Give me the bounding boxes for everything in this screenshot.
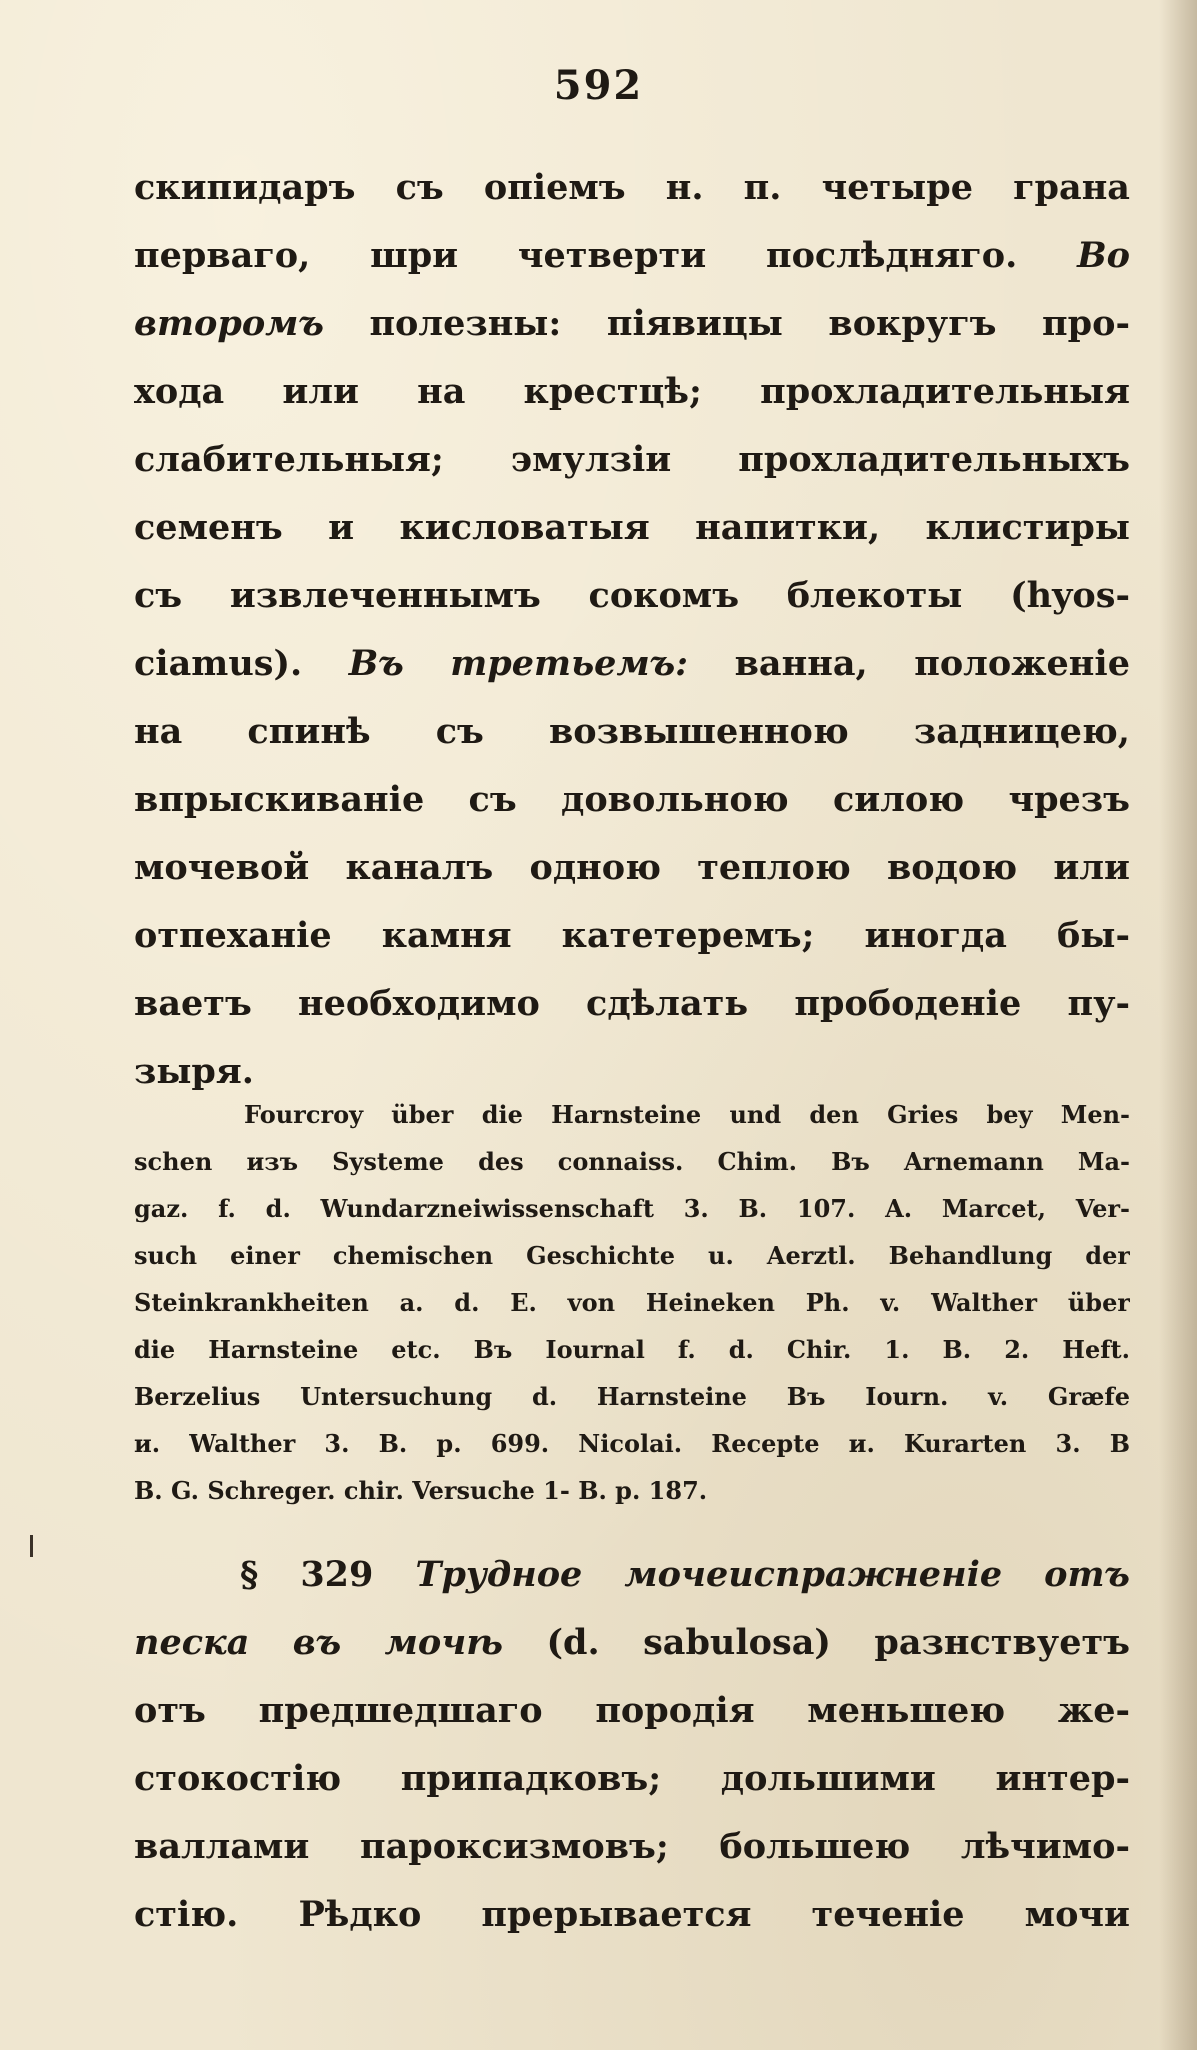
body-line: слабительныя; эмулзіи прохладительныхъ bbox=[134, 439, 1130, 480]
body-line: хода или на крестцѣ; прохладительныя bbox=[134, 371, 1130, 412]
body-line: ciamus). Въ третьемъ: ванна, положеніе bbox=[134, 643, 1130, 684]
reference-line: gaz. f. d. Wundarzneiwissenschaft 3. B. 107. A. Marcet, Ver- bbox=[134, 1194, 1130, 1223]
margin-mark bbox=[30, 1535, 33, 1557]
reference-line: Berzelius Untersuchung d. Harnsteine Въ Iourn. v. Græfe bbox=[134, 1382, 1130, 1411]
reference-line: Steinkrankheiten a. d. E. von Heineken Ph. v. Walther über bbox=[134, 1288, 1130, 1317]
reference-line: B. G. Schreger. chir. Versuche 1- B. p. 187. bbox=[134, 1476, 708, 1505]
reference-line: schen изъ Systeme des connaiss. Chim. Въ Arnemann Ma- bbox=[134, 1147, 1130, 1176]
body-line: § 329 Трудное мочеиспражненіе отъ bbox=[240, 1554, 1130, 1595]
body-line: второмъ полезны: піявицы вокругъ про- bbox=[134, 303, 1130, 344]
body-line: семенъ и кисловатыя напитки, клистиры bbox=[134, 507, 1130, 548]
body-line: ваетъ необходимо сдѣлать прободеніе пу- bbox=[134, 983, 1130, 1024]
body-line: перваго, шри четверти послѣдняго. Во bbox=[134, 235, 1130, 276]
reference-line: и. Walther 3. B. p. 699. Nicolai. Recepte и. Kurarten 3. B bbox=[134, 1429, 1130, 1458]
reference-line: die Harnsteine etc. Въ Iournal f. d. Chir. 1. B. 2. Heft. bbox=[134, 1335, 1130, 1364]
body-line: впрыскиваніе съ довольною силою чрезъ bbox=[134, 779, 1130, 820]
body-line: песка въ мочѣ (d. sabulosa) разнствуетъ bbox=[134, 1622, 1130, 1663]
page-edge-shadow bbox=[1159, 0, 1197, 2050]
body-line: стію. Рѣдко прерывается теченіе мочи bbox=[134, 1894, 1130, 1935]
reference-line: such einer chemischen Geschichte u. Aerztl. Behandlung der bbox=[134, 1241, 1130, 1270]
reference-line: Fourcroy über die Harnsteine und den Gries bey Men- bbox=[244, 1100, 1130, 1129]
body-line: скипидаръ съ опіемъ н. п. четыре грана bbox=[134, 167, 1130, 208]
body-line: мочевой каналъ одною теплою водою или bbox=[134, 847, 1130, 888]
page-number: 592 bbox=[553, 62, 644, 109]
body-line: валлами пароксизмовъ; большею лѣчимо- bbox=[134, 1826, 1130, 1867]
body-line: стокостію припадковъ; дольшими интер- bbox=[134, 1758, 1130, 1799]
body-line: отпеханіе камня катетеремъ; иногда бы- bbox=[134, 915, 1130, 956]
body-line: съ извлеченнымъ сокомъ блекоты (hyos- bbox=[134, 575, 1130, 616]
body-line: зыря. bbox=[134, 1051, 254, 1092]
body-line: отъ предшедшаго породія меньшею же- bbox=[134, 1690, 1130, 1731]
body-line: на спинѣ съ возвышенною задницею, bbox=[134, 711, 1130, 752]
